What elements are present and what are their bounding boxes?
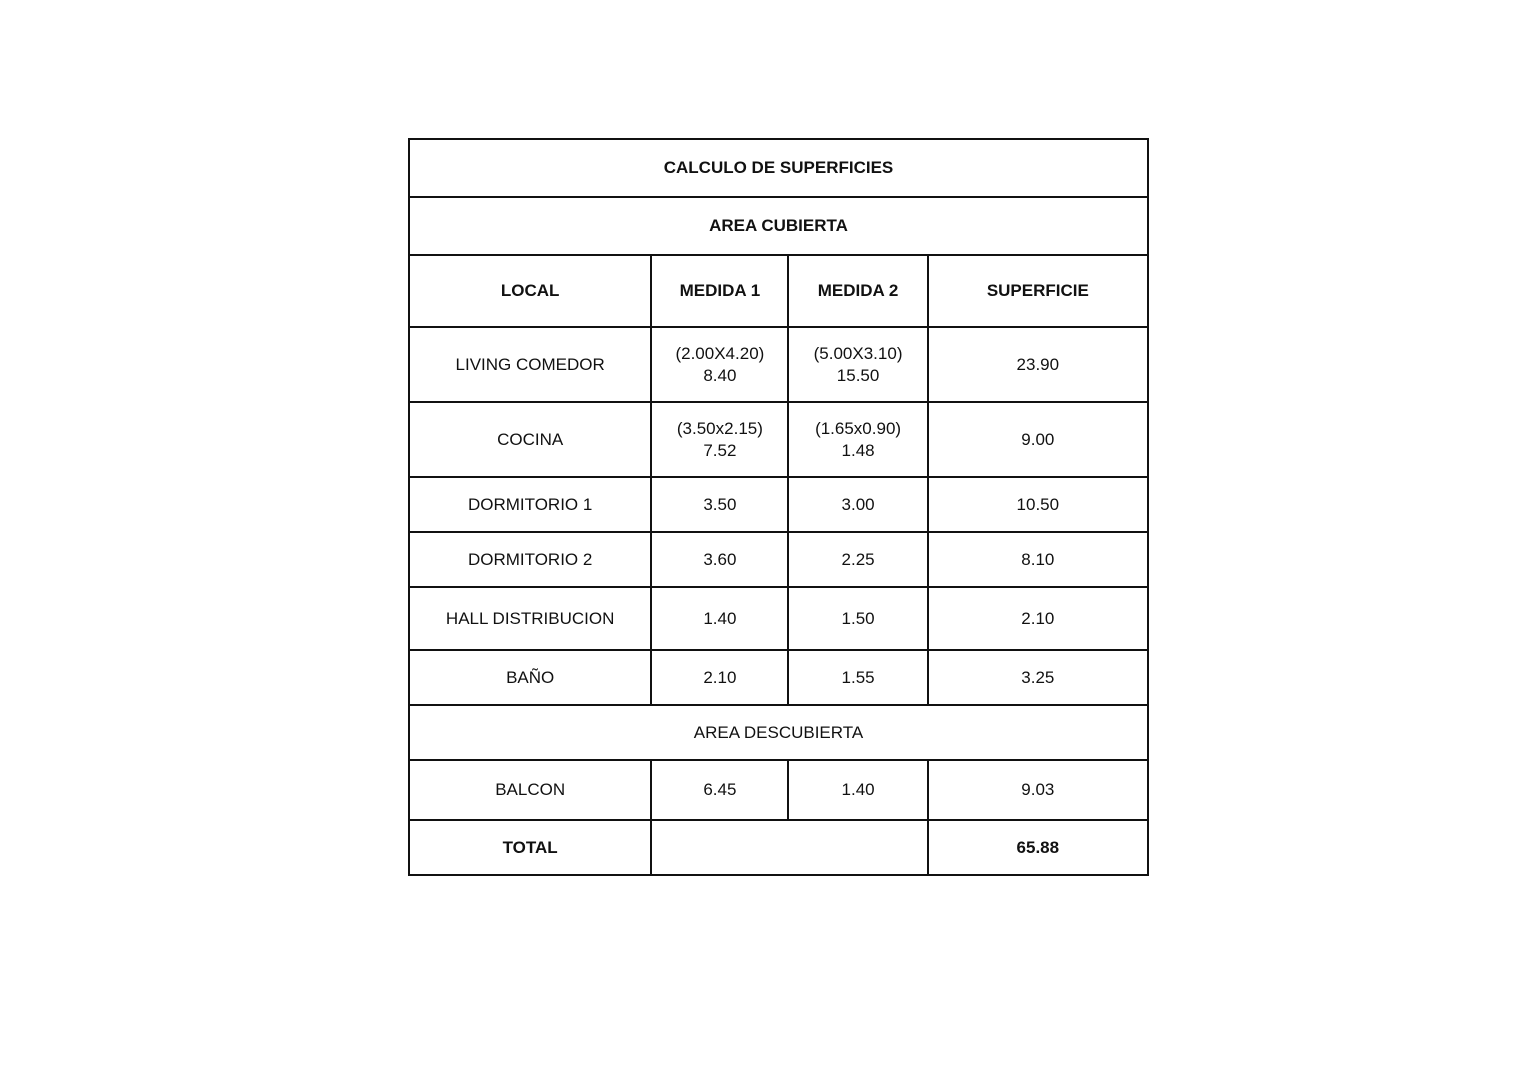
row-medida-1: 1.40 (651, 587, 788, 650)
medida-value: 7.52 (703, 440, 737, 460)
section-covered-row (409, 197, 1148, 255)
total-empty-cell (651, 820, 927, 875)
row-local: LIVING COMEDOR (409, 327, 651, 402)
table-row (409, 760, 1148, 820)
row-superficie: 23.90 (928, 327, 1148, 402)
row-medida-2: 1.50 (788, 587, 927, 650)
total-row (409, 820, 1148, 875)
row-medida-2: 1.55 (788, 650, 927, 705)
medida-value: 15.50 (836, 365, 880, 385)
row-medida-1 (651, 402, 788, 477)
table-title: CALCULO DE SUPERFICIES (409, 139, 1148, 197)
row-medida-1: 3.60 (651, 532, 788, 587)
medida-value: 8.40 (703, 365, 737, 385)
header-row (409, 255, 1148, 327)
table-row (409, 477, 1148, 532)
header-medida-2: MEDIDA 2 (788, 255, 927, 327)
row-medida-2: 3.00 (788, 477, 927, 532)
row-local: HALL DISTRIBUCION (409, 587, 651, 650)
medida-value: 1.48 (841, 440, 875, 460)
table-row (409, 532, 1148, 587)
table-row (409, 327, 1148, 402)
row-medida-1: 2.10 (651, 650, 788, 705)
row-local: BALCON (409, 760, 651, 820)
row-local: COCINA (409, 402, 651, 477)
row-medida-2 (788, 402, 927, 477)
row-medida-1: 6.45 (651, 760, 788, 820)
medida-formula: (5.00X3.10) (813, 343, 903, 363)
section-uncovered-heading: AREA DESCUBIERTA (409, 705, 1148, 760)
total-value: 65.88 (928, 820, 1148, 875)
row-superficie: 9.00 (928, 402, 1148, 477)
header-superficie: SUPERFICIE (928, 255, 1148, 327)
row-superficie: 10.50 (928, 477, 1148, 532)
table-row (409, 587, 1148, 650)
table-row (409, 650, 1148, 705)
row-local: DORMITORIO 1 (409, 477, 651, 532)
title-row (409, 139, 1148, 197)
row-medida-2 (788, 327, 927, 402)
medida-formula: (2.00X4.20) (675, 343, 765, 363)
header-local: LOCAL (409, 255, 651, 327)
row-medida-1 (651, 327, 788, 402)
section-covered-heading: AREA CUBIERTA (409, 197, 1148, 255)
row-superficie: 3.25 (928, 650, 1148, 705)
section-uncovered-row (409, 705, 1148, 760)
header-medida-1: MEDIDA 1 (651, 255, 788, 327)
row-local: DORMITORIO 2 (409, 532, 651, 587)
row-medida-1: 3.50 (651, 477, 788, 532)
row-local: BAÑO (409, 650, 651, 705)
surface-calculation-table (408, 138, 1149, 876)
row-superficie: 8.10 (928, 532, 1148, 587)
row-superficie: 2.10 (928, 587, 1148, 650)
total-label: TOTAL (409, 820, 651, 875)
table-row (409, 402, 1148, 477)
row-superficie: 9.03 (928, 760, 1148, 820)
medida-formula: (1.65x0.90) (815, 418, 902, 438)
medida-formula: (3.50x2.15) (676, 418, 763, 438)
row-medida-2: 2.25 (788, 532, 927, 587)
row-medida-2: 1.40 (788, 760, 927, 820)
